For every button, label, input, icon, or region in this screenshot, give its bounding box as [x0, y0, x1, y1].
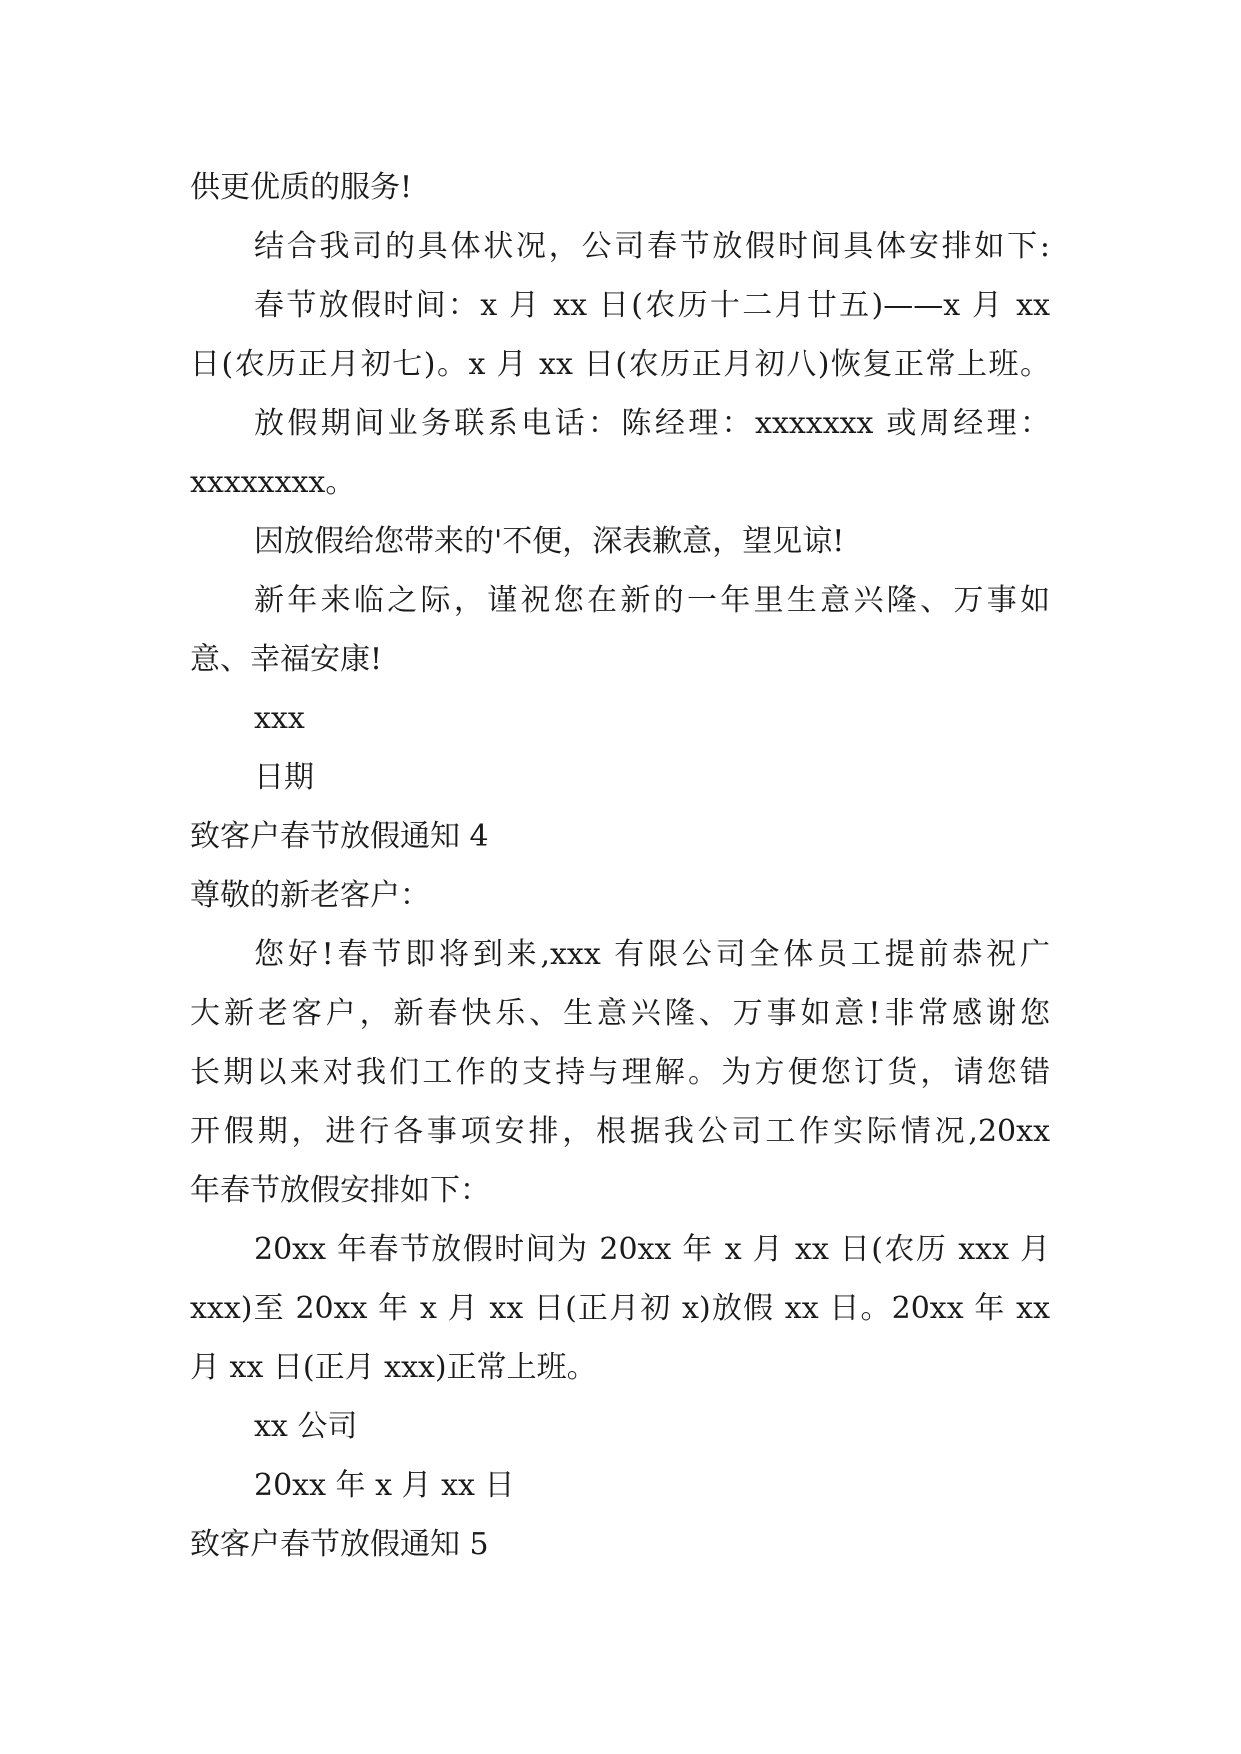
text-line: xxx)至 20xx 年 x 月 xx 日(正月初 x)放假 xx 日。20xx 年 xx: [190, 1291, 1050, 1326]
salutation: 尊敬的新老客户：: [190, 878, 430, 913]
text-line: 放假期间业务联系电话：陈经理：xxxxxxx 或周经理：: [254, 406, 1050, 441]
signature-date: 日期: [254, 760, 314, 795]
text-line: 20xx 年春节放假时间为 20xx 年 x 月 xx 日(农历 xxx 月: [254, 1232, 1050, 1267]
text-line: 年春节放假安排如下：: [190, 1173, 490, 1208]
section-title: 致客户春节放假通知 4: [190, 819, 489, 854]
text-line: 新年来临之际，谨祝您在新的一年里生意兴隆、万事如: [254, 583, 1050, 618]
section-title: 致客户春节放假通知 5: [190, 1527, 489, 1562]
text-line: 供更优质的服务!: [190, 170, 413, 205]
text-line: 结合我司的具体状况，公司春节放假时间具体安排如下:: [254, 229, 1050, 264]
text-line: 因放假给您带来的'不便，深表歉意，望见谅!: [254, 524, 845, 559]
text-line: 日(农历正月初七)。x 月 xx 日(农历正月初八)恢复正常上班。: [190, 347, 1050, 382]
signature-date: 20xx 年 x 月 xx 日: [254, 1468, 515, 1503]
text-line: 春节放假时间：x 月 xx 日(农历十二月廿五)——x 月 xx: [254, 288, 1050, 323]
document-body: [190, 158, 1050, 1574]
text-line: 意、幸福安康!: [190, 642, 383, 677]
signature-company: xx 公司: [254, 1409, 358, 1444]
text-line: 月 xx 日(正月 xxx)正常上班。: [190, 1350, 597, 1385]
signature-name: xxx: [254, 701, 305, 736]
text-line: 大新老客户，新春快乐、生意兴隆、万事如意!非常感谢您: [190, 996, 1050, 1031]
text-line: xxxxxxxx。: [190, 465, 356, 500]
text-line: 长期以来对我们工作的支持与理解。为方便您订货，请您错: [190, 1055, 1050, 1090]
text-line: 开假期，进行各事项安排，根据我公司工作实际情况,20xx: [190, 1114, 1050, 1149]
text-line: 您好!春节即将到来,xxx 有限公司全体员工提前恭祝广: [254, 937, 1050, 972]
